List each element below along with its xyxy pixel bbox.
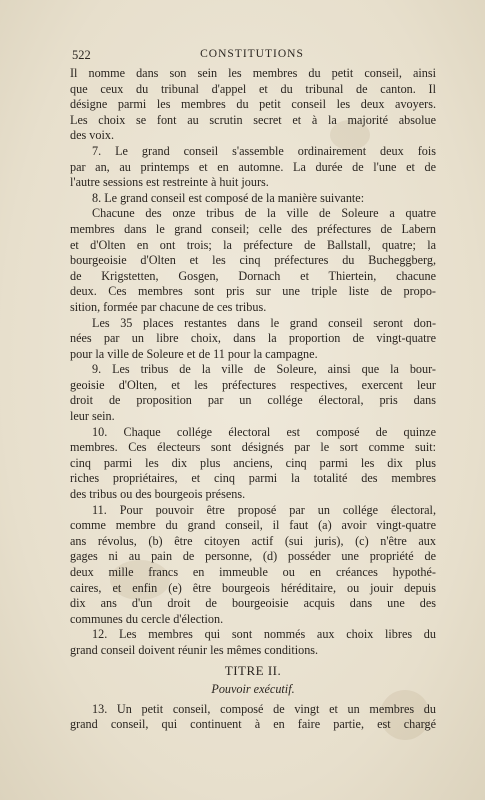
text-line: membres. Ces électeurs sont désignés par le sort comme suit: [70, 440, 436, 455]
text-line: 10. Chaque collége électoral est composé de quinze [92, 424, 436, 439]
text-line: 13. Un petit conseil, composé de vingt et un membres du [92, 701, 436, 716]
section-subtitle: Pouvoir exécutif. [211, 682, 295, 697]
text-line: par an, au printemps et en automne. La durée de l'une et de [70, 159, 436, 174]
text-line: riches propriétaires, et cinq parmi la totalité des membres [70, 471, 436, 486]
text-line: grand conseil doivent réunir les mêmes conditions. [70, 642, 319, 657]
text-line: leur sein. [70, 409, 115, 424]
text-line: bourgeoisie d'Olten et les cinq préfectures du Bucheggberg, [70, 253, 436, 268]
text-line: nées par un libre choix, dans la proportion de vingt-quatre [70, 331, 436, 346]
text-line: sition, formée par chacune de ces tribus. [70, 299, 267, 314]
text-line: que ceux du tribunal d'appel et du tribunal de canton. Il [70, 81, 436, 96]
text-line: Chacune des onze tribus de la ville de Soleure a quatre [92, 206, 436, 221]
text-line: et d'Olten en ont trois; la préfecture de Ballstall, quatre; la [70, 237, 436, 252]
text-line: 7. Le grand conseil s'assemble ordinairement deux fois [92, 143, 436, 158]
text-line: désigne parmi les membres du petit conseil les deux avoyers. [70, 97, 436, 112]
text-line: l'autre sessions est restreinte à huit jours. [70, 175, 269, 190]
text-line: 12. Les membres qui sont nommés aux choix libres du [92, 627, 436, 642]
text-line: deux. Ces membres sont pris sur une triple liste de propo- [70, 284, 436, 299]
text-line: droit de proposition par un collége électoral, pris dans [70, 393, 436, 408]
text-line: membres dans le grand conseil; celle des préfectures de Labern [70, 221, 436, 236]
page-header [72, 48, 432, 66]
text-line: communes du cercle d'élection. [70, 611, 224, 626]
text-line: dix ans d'un droit de bourgeoisie acquis dans une des [70, 596, 436, 611]
body-text [70, 66, 436, 733]
section-title: TITRE II. [224, 662, 282, 678]
text-line: 8. Le grand conseil est composé de la manière suivante: [92, 190, 365, 205]
text-line: grand conseil, qui continuent à en faire partie, est chargé [70, 717, 436, 732]
text-line: des tribus ou des bourgeois présens. [70, 487, 246, 502]
page-number: 522 [72, 48, 91, 62]
text-line: de Krigstetten, Gosgen, Dornach et Thiertein, chacune [70, 268, 436, 283]
text-line: deux mille francs en immeuble ou en créances hypothé- [70, 565, 436, 579]
text-line: 9. Les tribus de la ville de Soleure, ainsi que la bour- [92, 362, 436, 377]
text-line: ans révolus, (b) être citoyen actif (sui juris), (c) n'être aux [70, 533, 436, 548]
text-line: des voix. [70, 128, 115, 143]
text-line: caires, et enfin (e) être bourgeois héréditaire, ou jouir depuis [70, 580, 436, 595]
text-line: pour la ville de Soleure et de 11 pour la campagne. [70, 346, 318, 361]
text-line: Les 35 places restantes dans le grand conseil seront don- [92, 315, 436, 330]
text-line: 11. Pour pouvoir être proposé par un collége électoral, [92, 502, 436, 517]
running-head: CONSTITUTIONS [200, 48, 304, 60]
text-line: Les choix se font au scrutin secret et à la majorité absolue [70, 112, 436, 127]
text-line: gages ni au pain de personne, (d) posséder une propriété de [70, 549, 436, 564]
text-line: geoisie d'Olten, et les préfectures respectives, exercent leur [70, 377, 436, 392]
text-line: cinq parmi les dix plus anciens, cinq parmi les dix plus [70, 455, 436, 470]
text-line: Il nomme dans son sein les membres du petit conseil, ainsi [70, 66, 436, 80]
text-line: comme membre du grand conseil, il faut (a) avoir vingt-quatre [70, 518, 436, 533]
